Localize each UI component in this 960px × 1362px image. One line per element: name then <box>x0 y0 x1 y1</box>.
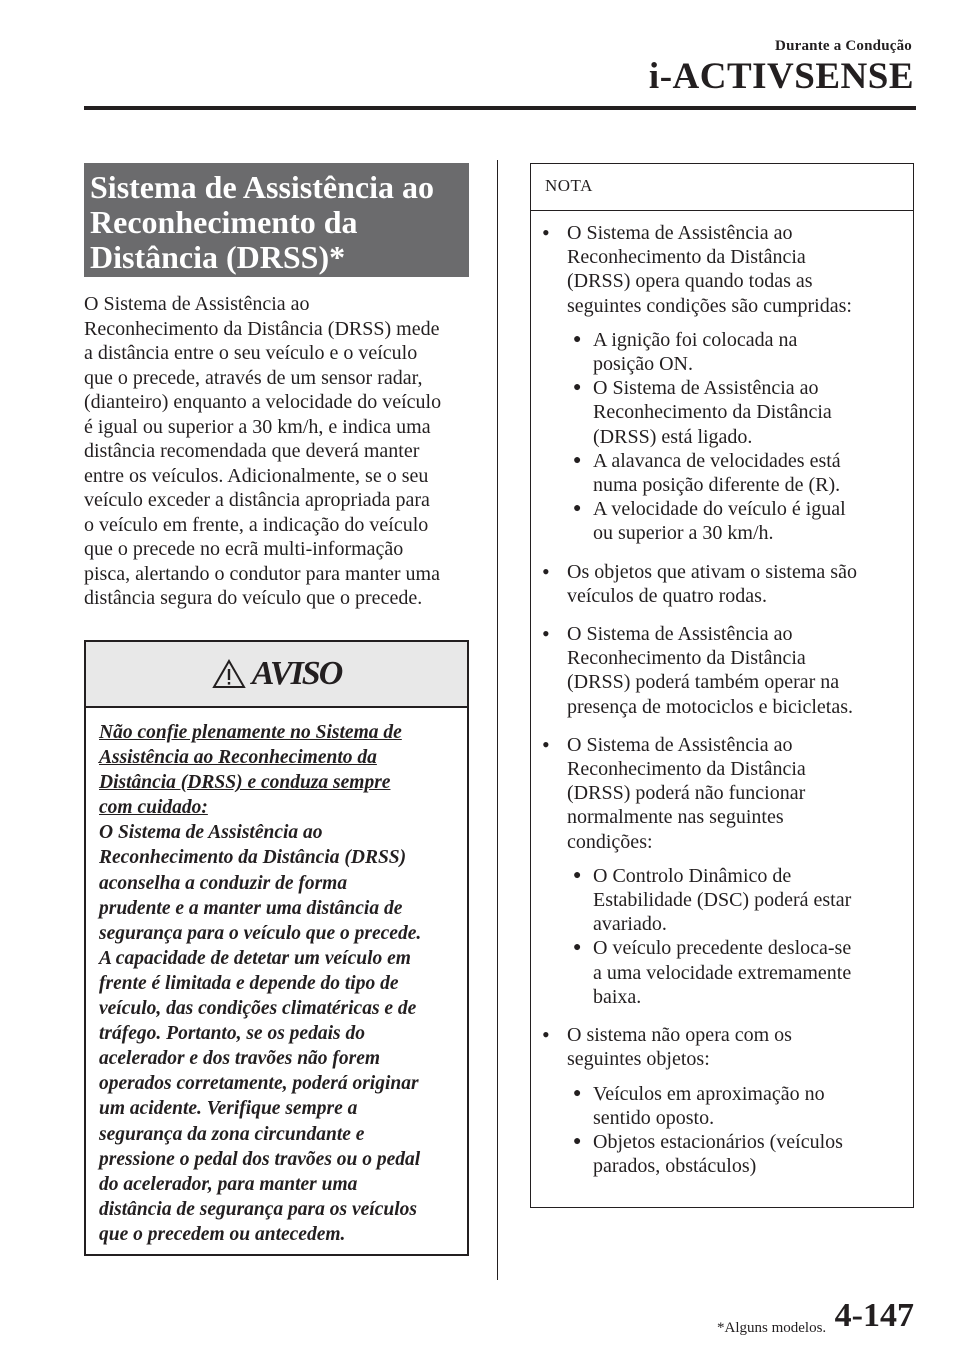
intro-line: distância recomendada que deverá manter <box>84 440 420 462</box>
note-line: O Sistema de Assistência ao <box>567 222 793 244</box>
note-subitem <box>567 328 905 376</box>
sub-bullet-icon: ● <box>573 501 582 517</box>
warning-text-line: O Sistema de Assistência ao <box>99 822 323 844</box>
intro-line: O Sistema de Assistência ao <box>84 293 310 315</box>
note-subline: A velocidade do veículo é igual <box>593 498 846 521</box>
note-subline: parados, obstáculos) <box>593 1155 757 1178</box>
note-subitem <box>567 1130 905 1178</box>
intro-line: veículo exceder a distância apropriada para <box>84 489 430 511</box>
note-subline: a uma velocidade extremamente <box>593 961 852 984</box>
section-title-block <box>84 163 469 277</box>
note-subline: avariado. <box>593 913 667 936</box>
sub-bullet-icon: ● <box>573 331 582 347</box>
warning-text-line: pressione o pedal dos travões ou o pedal <box>99 1148 421 1170</box>
note-line: O Sistema de Assistência ao <box>567 733 793 756</box>
warning-text-line: frente é limitada e depende do tipo de <box>99 972 399 994</box>
note-line: veículos de quatro rodas. <box>567 584 767 607</box>
note-subitem <box>567 1082 905 1130</box>
warning-body <box>86 708 467 1247</box>
intro-paragraph <box>84 292 469 611</box>
warning-text-line: veículo, das condições climatéricas e de <box>99 998 417 1020</box>
note-line: Reconhecimento da Distância <box>567 246 806 269</box>
bullet-icon: • <box>542 220 550 245</box>
note-sublist <box>567 328 905 546</box>
note-line: (DRSS) poderá não funcionar <box>567 782 806 805</box>
bullet-icon: • <box>542 731 550 757</box>
note-subitem <box>567 864 905 937</box>
intro-line: (dianteiro) enquanto a velocidade do veículo <box>84 391 442 413</box>
note-subline: Objetos estacionários (veículos <box>593 1130 843 1153</box>
note-line: seguintes objetos: <box>567 1048 710 1071</box>
note-line: (DRSS) opera quando todas as <box>567 270 813 293</box>
warning-box <box>84 640 469 1256</box>
warning-heading-line: Distância (DRSS) e conduza sempre <box>99 772 391 794</box>
sub-bullet-icon: ● <box>573 380 582 396</box>
note-subline: O Sistema de Assistência ao <box>593 377 819 400</box>
note-subline: O veículo precedente desloca-se <box>593 937 852 960</box>
note-item <box>539 733 905 1009</box>
section-header: i-ACTIVSENSE <box>648 56 914 97</box>
note-subitem <box>567 376 905 449</box>
warning-text-line: operados corretamente, poderá originar <box>99 1073 419 1095</box>
section-title-line: Reconhecimento da <box>90 204 358 240</box>
warning-text-line: um acidente. Verifique sempre a <box>99 1098 358 1120</box>
warning-text-line: do acelerador, para manter uma <box>99 1173 358 1195</box>
warning-text-line: que o precedem ou antecedem. <box>99 1223 346 1245</box>
sub-bullet-icon: ● <box>573 1085 582 1101</box>
intro-line: Reconhecimento da Distância (DRSS) mede <box>84 317 440 340</box>
note-line: normalmente nas seguintes <box>567 806 784 829</box>
note-subitem <box>567 936 905 1009</box>
note-sublist <box>567 1082 905 1179</box>
note-subline: Reconhecimento da Distância <box>593 401 832 424</box>
section-title-line: Sistema de Assistência ao <box>90 169 434 205</box>
warning-triangle-icon <box>212 659 246 689</box>
note-subline: ou superior a 30 km/h. <box>593 522 774 545</box>
note-subline: numa posição diferente de (R). <box>593 474 841 497</box>
note-line: seguintes condições são cumpridas: <box>567 294 852 317</box>
note-subline: A ignição foi colocada na <box>593 328 798 351</box>
warning-header <box>86 642 467 708</box>
warning-text-line: acelerador e dos travões não forem <box>99 1048 381 1070</box>
note-line: (DRSS) poderá também operar na <box>567 671 840 694</box>
note-subline: posição ON. <box>593 353 693 376</box>
warning-heading-line: Não confie plenamente no Sistema de <box>99 722 402 743</box>
section-title-line: Distância (DRSS)* <box>90 239 346 275</box>
warning-text-line: segurança para o veículo que o precede. <box>99 922 422 944</box>
note-subline: sentido oposto. <box>593 1106 715 1129</box>
note-subline: O Controlo Dinâmico de <box>593 864 792 887</box>
note-label: NOTA <box>531 164 913 211</box>
chapter-title: Durante a Condução <box>775 38 912 54</box>
note-subline: Estabilidade (DSC) poderá estar <box>593 889 852 912</box>
warning-text-line: Reconhecimento da Distância (DRSS) <box>99 847 407 869</box>
intro-line: pisca, alertando o condutor para manter uma <box>84 562 440 585</box>
warning-label: AVISO <box>251 655 342 692</box>
note-line: condições: <box>567 830 653 853</box>
footnote: *Alguns modelos. <box>717 1320 827 1336</box>
bullet-icon: • <box>542 558 550 584</box>
warning-heading-line: com cuidado: <box>99 797 208 819</box>
note-item <box>539 221 905 546</box>
warning-text-line: aconselha a conduzir de forma <box>99 872 348 894</box>
sub-bullet-icon: ● <box>573 867 582 883</box>
note-subline: A alavanca de velocidades está <box>593 449 841 472</box>
warning-text-line: tráfego. Portanto, se os pedais do <box>99 1023 365 1045</box>
note-box <box>530 163 914 1208</box>
intro-line: que o precede, através de um sensor radar, <box>84 366 423 389</box>
note-subitem <box>567 449 905 497</box>
intro-line: entre os veículos. Adicionalmente, se o seu <box>84 464 429 487</box>
note-list <box>531 211 913 1178</box>
note-line: Os objetos que ativam o sistema são <box>567 560 857 583</box>
note-item <box>539 622 905 719</box>
note-item <box>539 1023 905 1178</box>
note-subline: baixa. <box>593 985 642 1008</box>
note-item <box>539 560 905 608</box>
page-number: 4-147 <box>834 1297 914 1334</box>
note-subitem <box>567 497 905 545</box>
column-divider <box>497 160 498 1280</box>
note-line: presença de motociclos e bicicletas. <box>567 695 853 718</box>
intro-line: a distância entre o seu veículo e o veículo <box>84 342 418 364</box>
note-subline: (DRSS) está ligado. <box>593 425 753 448</box>
sub-bullet-icon: ● <box>573 452 582 468</box>
note-line: O sistema não opera com os <box>567 1024 792 1047</box>
note-sublist <box>567 864 905 1009</box>
intro-line: é igual ou superior a 30 km/h, e indica uma <box>84 415 431 438</box>
intro-line: o veículo em frente, a indicação do veículo <box>84 513 429 536</box>
note-line: Reconhecimento da Distância <box>567 758 806 781</box>
note-line: O Sistema de Assistência ao <box>567 623 793 646</box>
warning-text-line: prudente e a manter uma distância de <box>99 897 403 919</box>
intro-line: que o precede no ecrã multi-informação <box>84 538 404 560</box>
note-subline: Veículos em aproximação no <box>593 1082 825 1105</box>
header-rule <box>84 106 916 110</box>
note-line: Reconhecimento da Distância <box>567 647 806 670</box>
intro-line: distância segura do veículo que o precede. <box>84 587 423 609</box>
warning-text-line: distância de segurança para os veículos <box>99 1198 417 1220</box>
bullet-icon: • <box>542 1022 550 1048</box>
sub-bullet-icon: ● <box>573 940 582 956</box>
warning-heading-line: Assistência ao Reconhecimento da <box>99 747 377 769</box>
warning-text-line: segurança da zona circundante e <box>99 1123 365 1145</box>
sub-bullet-icon: ● <box>573 1133 582 1149</box>
bullet-icon: • <box>542 621 550 647</box>
warning-text-line: A capacidade de detetar um veículo em <box>99 947 411 969</box>
